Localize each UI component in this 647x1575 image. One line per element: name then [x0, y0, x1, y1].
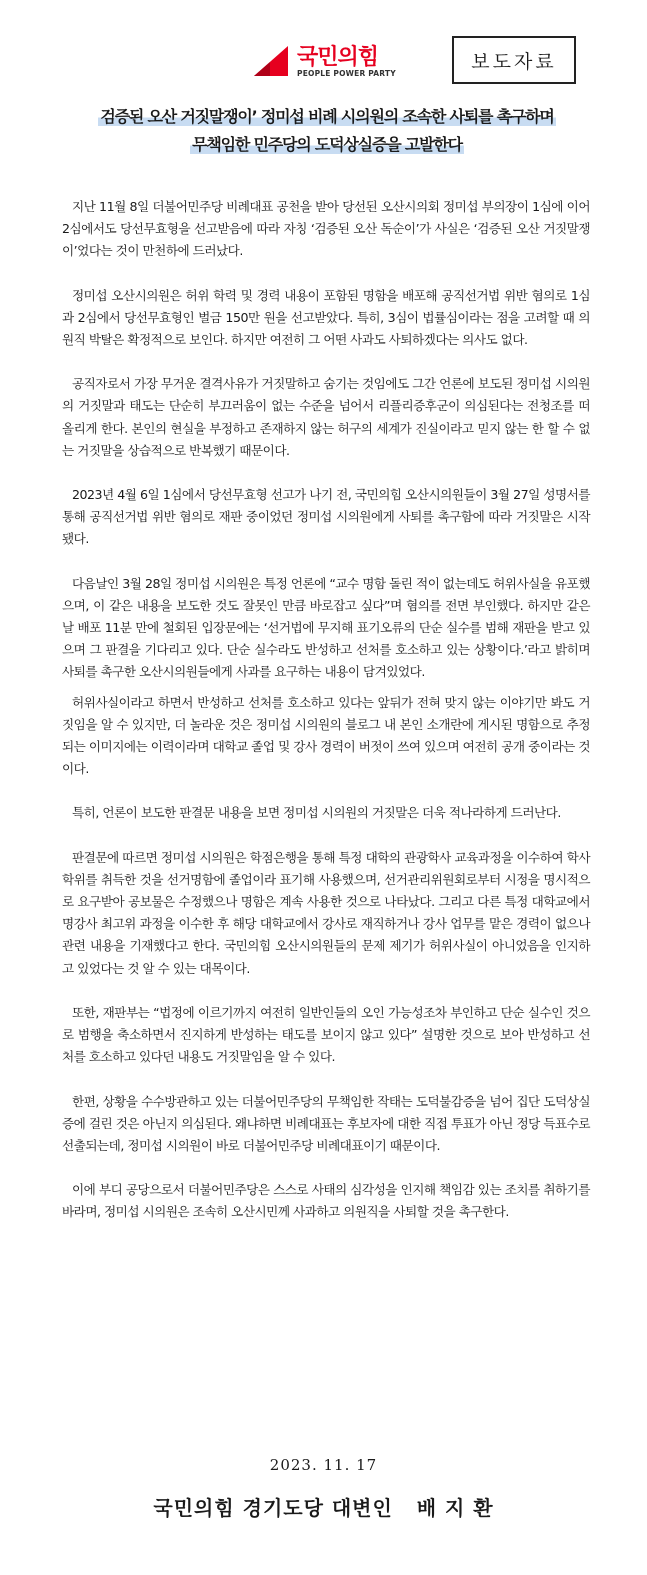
document-body [62, 196, 590, 1224]
paragraph: 특히, 언론이 보도한 판결문 내용을 보면 정미섭 시의원의 거짓말은 더욱 적나라하게 드러난다. [72, 805, 561, 821]
paragraph: 허위사실이라고 하면서 반성하고 선처를 호소하고 있다는 앞뒤가 전혀 맞지 않는 이야기만 봐도 거짓임을 알 수 있지만, 더 놀라운 것은 정미섭 시의원의 블로그 내 본인 소개란에 게시된 명함으로 추정되는 이미지에는 이력이라며 대학교 졸업 및 강사 경력이 버젓이 쓰여 있으며 여전히 공개 중이라는 것이다. [62, 694, 590, 777]
logo-name: 국민의힘 [297, 45, 379, 70]
press-release-label: 보도자료 [452, 36, 576, 84]
paragraph: 다음날인 3월 28일 정미섭 시의원은 특정 언론에 “교수 명함 돌린 적이 없는데도 허위사실을 유포했으며, 이 같은 내용을 보도한 것도 잘못인 만큼 바로잡고 싶다”며 혐의를 전면 부인했다. 하지만 같은 날 배포 11분 만에 철회된 입장문에는 ‘선거법에 무지해 표기오류의 단순 실수를 범해 재판을 받고 있으며 그 판결을 기다리고 있다. 단순 실수라도 반성하고 선처를 호소하고 있는 상황이다.’라고 밝히며 사퇴를 촉구한 오산시의원들에게 사과를 요구하는 내용이 담겨있었다. [62, 575, 590, 680]
paragraph: 또한, 재판부는 “법정에 이르기까지 여전히 일반인들의 오인 가능성조차 부인하고 단순 실수인 것으로 범행을 축소하면서 진지하게 반성하는 태도를 보이지 않고 있다” 설명한 것으로 보아 반성하고 선처를 호소하고 있다던 내용도 거짓말임을 알 수 있다. [62, 1004, 590, 1065]
title-line-2: 무책임한 민주당의 도덕상실증을 고발한다 [192, 135, 462, 154]
paragraph: 공직자로서 가장 무거운 결격사유가 거짓말하고 숨기는 것임에도 그간 언론에 보도된 정미섭 시의원의 거짓말과 태도는 단순히 부끄러움이 없는 수준을 넘어서 리플리증후군이 의심된다는 전청조를 떠올리게 한다. 본인의 현실을 부정하고 존재하지 않는 허구의 세계가 진실이라고 믿지 않는 한 할 수 없는 거짓말을 상습적으로 반복했기 때문이다. [62, 376, 590, 458]
party-logo-icon [250, 42, 292, 82]
paragraph: 이에 부디 공당으로서 더불어민주당은 스스로 사태의 심각성을 인지해 책임감 있는 조치를 취하기를 바라며, 정미섭 시의원은 조속히 오산시민께 사과하고 의원직을 사퇴할 것을 촉구한다. [62, 1182, 590, 1220]
paragraph: 정미섭 오산시의원은 허위 학력 및 경력 내용이 포함된 명함을 배포해 공직선거법 위반 혐의로 1심과 2심에서 당선무효형인 벌금 150만 원을 선고받았다. 특히, 3심이 법률심이라는 점을 고려할 때 의원직 박탈은 확정적으로 보인다. 하지만 여전히 그 어떤 사과도 사퇴하겠다는 의사도 없다. [62, 287, 590, 348]
paragraph: 한편, 상황을 수수방관하고 있는 더불어민주당의 무책임한 작태는 도덕불감증을 넘어 집단 도덕상실증에 걸린 것은 아닌지 의심된다. 왜냐하면 비례대표는 후보자에 대한 직접 투표가 아닌 정당 득표수로 선출되는데, 정미섭 시의원이 바로 더불어민주당 비례대표이기 때문이다. [62, 1093, 590, 1153]
signature: 국민의힘 경기도당 대변인 배 지 환 [153, 1496, 494, 1520]
paragraph: 판결문에 따르면 정미섭 시의원은 학점은행을 통해 특정 대학의 관광학사 교육과정을 이수하여 학사학위를 취득한 것을 선거명함에 졸업이라 표기해 사용했으며, 선거관리위원회로부터 시정을 명시적으로 요구받아 공보물은 수정했으나 명함은 계속 사용한 것으로 나타났다. 그리고 다른 특정 대학교에서 명강사 최고위 과정을 이수한 후 해당 대학교에서 강사로 재직하거나 강사 업무를 맡은 경력이 없으나 관련 내용을 기재했다고 한다. 국민의힘 오산시의원들의 문제 제기가 허위사실이 아니었음을 인지하고 있었다는 것 알 수 있는 대목이다. [62, 849, 590, 976]
party-logo [250, 40, 400, 90]
document-header [0, 0, 647, 100]
logo-subtitle: PEOPLE POWER PARTY [297, 69, 396, 78]
document-title [63, 103, 591, 163]
title-line-1: 검증된 오산 거짓말쟁이’ 정미섭 비례 시의원의 조속한 사퇴를 촉구하며 [100, 107, 554, 126]
document-date: 2023. 11. 17 [269, 1456, 378, 1474]
paragraph: 지난 11월 8일 더불어민주당 비례대표 공천을 받아 당선된 오산시의회 정미섭 부의장이 1심에 이어 2심에서도 당선무효형을 선고받음에 따라 자칭 ‘검증된 오산 독순이’가 사실은 ‘검증된 오산 거짓말쟁이’었다는 것이 만천하에 드러났다. [62, 199, 590, 259]
paragraph: 2023년 4월 6일 1심에서 당선무효형 선고가 나기 전, 국민의힘 오산시의원들이 3월 27일 성명서를 통해 공직선거법 위반 혐의로 재판 중이었던 정미섭 시의원에게 사퇴를 촉구함에 따라 거짓말은 시작됐다. [62, 487, 590, 547]
